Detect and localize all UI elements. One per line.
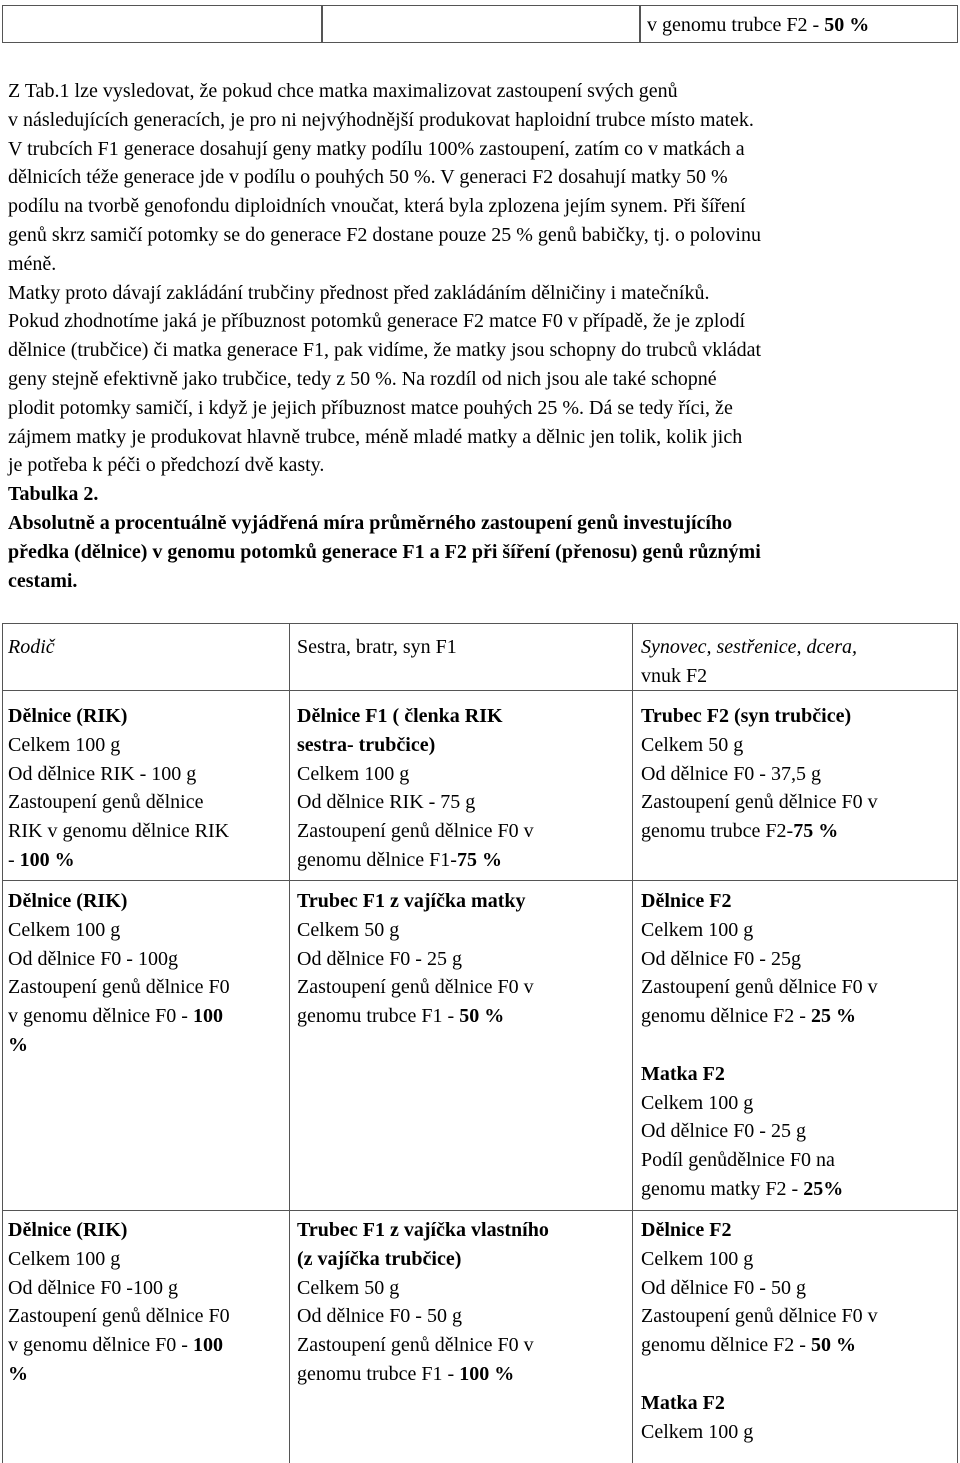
document-body [8, 77, 953, 595]
top-table-cell-2 [322, 5, 640, 43]
cell-percent: 100 [192, 1005, 223, 1028]
cell-line: Celkem 100 g [8, 918, 121, 941]
cell-line [8, 1002, 230, 1031]
paragraph-line: Pokud zhodnotíme jaká je příbuznost potomků generace F2 matce F0 v případě, že je zplodí [8, 310, 746, 333]
cell-text: genomu matky F2 - [641, 1177, 804, 1200]
row-divider [2, 880, 958, 881]
cell-line: Celkem 100 g [297, 762, 410, 785]
cell-row3-f2 [641, 1216, 878, 1446]
cell-percent: 75 % [793, 820, 839, 843]
cell-line: Zastoupení genů dělnice F0 v [641, 791, 878, 814]
cell-row1-parent [8, 702, 229, 875]
cell-line: Celkem 50 g [641, 733, 744, 756]
cell-line: Zastoupení genů dělnice F0 v [297, 1334, 534, 1357]
header-col-parent [8, 633, 55, 662]
cell-line: Celkem 50 g [297, 1276, 400, 1299]
paragraph-line: je potřeba k péči o předchozí dvě kasty. [8, 454, 325, 477]
cell-row2-f2 [641, 887, 878, 1204]
cell-line: Od dělnice F0 - 50 g [641, 1276, 806, 1299]
cell-line [8, 1331, 230, 1360]
cell-line [641, 1331, 878, 1360]
header-col-f1 [297, 633, 457, 662]
cell-percent: 50 % [459, 1005, 505, 1028]
table-label: Tabulka 2. [8, 483, 99, 506]
cell-line [641, 1175, 878, 1204]
top-table [0, 0, 960, 46]
cell-title: Trubec F1 z vajíčka matky [297, 890, 526, 912]
cell-line: Zastoupení genů dělnice F0 [8, 1305, 230, 1328]
cell-title: Dělnice F2 [641, 1219, 732, 1241]
top-table-cell-1 [2, 5, 322, 43]
top-cell-text: v genomu trubce F2 - [647, 14, 825, 36]
cell-line: Celkem 100 g [641, 1420, 754, 1443]
paragraph-line: v následujících generacích, je pro ni nejvýhodnější produkovat haploidní trubce místo matek. [8, 108, 754, 131]
table-caption-line: cestami. [8, 569, 78, 592]
cell-spacer [641, 1031, 878, 1060]
cell-line [297, 846, 534, 875]
cell-text: genomu trubce F1 - [297, 1362, 460, 1385]
cell-title: Dělnice F1 ( členka RIK [297, 705, 503, 727]
top-cell-value: 50 % [824, 14, 870, 36]
gene-share-table [0, 623, 960, 1456]
cell-text: v genomu dělnice F0 - [8, 1005, 193, 1028]
header-col-f2 [641, 633, 857, 691]
cell-title: Dělnice F2 [641, 890, 732, 912]
paragraph-line: Matky proto dávají zakládání trubčiny přednost před zakládáním dělničiny i matečníků. [8, 281, 710, 304]
cell-percent: 50 % [810, 1334, 856, 1357]
cell-percent: 100 [192, 1334, 223, 1357]
cell-line [641, 1002, 878, 1031]
cell-text: genomu dělnice F2 - [641, 1005, 811, 1028]
cell-text: genomu trubce F2- [641, 820, 794, 843]
cell-line: Zastoupení genů dělnice F0 [8, 976, 230, 999]
cell-title: Trubec F2 (syn trubčice) [641, 705, 852, 727]
cell-text: genomu dělnice F1- [297, 848, 457, 871]
column-divider [632, 623, 633, 1463]
paragraph-line: plodit potomky samičí, i když je jejich příbuznost matce pouhých 25 %. Dá se tedy říci, že [8, 396, 733, 419]
paragraph-line: Z Tab.1 lze vysledovat, že pokud chce matka maximalizovat zastoupení svých genů [8, 80, 678, 102]
cell-line: Celkem 100 g [8, 733, 121, 756]
cell-line: Podíl genůdělnice F0 na [641, 1149, 835, 1172]
cell-title: Dělnice (RIK) [8, 890, 128, 912]
cell-text: - [8, 848, 20, 871]
cell-percent: 100 % [459, 1362, 515, 1385]
cell-line [297, 1360, 549, 1389]
cell-line [297, 1002, 534, 1031]
cell-line: Od dělnice F0 - 37,5 g [641, 762, 821, 785]
cell-line: Celkem 100 g [641, 1247, 754, 1270]
cell-line [641, 817, 878, 846]
cell-percent: 75 % [456, 848, 502, 871]
cell-line: Od dělnice F0 - 50 g [297, 1305, 462, 1328]
cell-title: Trubec F1 z vajíčka vlastního [297, 1219, 549, 1241]
cell-title: Dělnice (RIK) [8, 1219, 128, 1241]
cell-line: Od dělnice F0 - 25 g [641, 1120, 806, 1143]
cell-title: Matka F2 [641, 1062, 725, 1085]
header-text: vnuk F2 [641, 664, 708, 687]
cell-text: v genomu dělnice F0 - [8, 1334, 193, 1357]
cell-line: Celkem 100 g [8, 1247, 121, 1270]
top-table-cell-3 [640, 5, 958, 43]
cell-row3-parent [8, 1216, 230, 1389]
paragraph-line: dělnice (trubčice) či matka generace F1, pak vidíme, že matky jsou schopny do trubců vkládat [8, 339, 762, 362]
cell-line: Zastoupení genů dělnice F0 v [641, 976, 878, 999]
paragraph-line: dělnicích téže generace jde v podílu o pouhých 50 %. V generaci F2 dosahují matky 50 % [8, 166, 728, 189]
cell-line: Od dělnice F0 - 25g [641, 947, 801, 970]
cell-line: Celkem 50 g [297, 918, 400, 941]
cell-row1-f1 [297, 702, 534, 875]
cell-line: Od dělnice RIK - 75 g [297, 791, 476, 814]
cell-row1-f2 [641, 702, 878, 846]
row-divider [2, 1210, 958, 1211]
paragraph-line: geny stejně efektivně jako trubčice, tedy z 50 %. Na rozdíl od nich jsou ale také schopné [8, 367, 717, 390]
paragraph-line: genů skrz samičí potomky se do generace F2 dostane pouze 25 % genů babičky, tj. o polovinu [8, 223, 761, 246]
cell-line: Celkem 100 g [641, 918, 754, 941]
table-caption-line: předka (dělnice) v genomu potomků generace F1 a F2 při šíření (přenosu) genů různými [8, 540, 761, 563]
cell-percent: 100 % [19, 848, 75, 871]
column-divider [289, 623, 290, 1463]
cell-line: Od dělnice F0 -100 g [8, 1276, 178, 1299]
cell-percent: 25% [803, 1177, 844, 1200]
cell-line: Zastoupení genů dělnice F0 v [297, 976, 534, 999]
cell-line: RIK v genomu dělnice RIK [8, 820, 230, 843]
cell-line: Zastoupení genů dělnice F0 v [297, 820, 534, 843]
cell-percent: % [8, 1033, 28, 1056]
paragraph-line: podílu na tvorbě genofondu diploidních vnoučat, která byla zplozena jejím synem. Při šíření [8, 195, 746, 218]
table-caption-line: Absolutně a procentuálně vyjádřená míra průměrného zastoupení genů investujícího [8, 511, 733, 534]
header-text: Rodič [8, 636, 55, 658]
cell-title: sestra- trubčice) [297, 733, 436, 756]
cell-title: (z vajíčka trubčice) [297, 1247, 462, 1270]
cell-row2-f1 [297, 887, 534, 1031]
cell-line: Od dělnice F0 - 100g [8, 947, 178, 970]
cell-spacer [641, 1360, 878, 1389]
cell-text: genomu trubce F1 - [297, 1005, 460, 1028]
cell-title: Dělnice (RIK) [8, 705, 128, 727]
paragraph-line: V trubcích F1 generace dosahují geny matky podílu 100% zastoupení, zatím co v matkách a [8, 137, 745, 160]
cell-percent: % [8, 1362, 28, 1385]
paragraph-line: méně. [8, 252, 57, 275]
paragraph-line: zájmem matky je produkovat hlavně trubce, méně mladé matky a dělnic jen tolik, kolik jich [8, 425, 743, 448]
header-text: Synovec, sestřenice, dcera, [641, 636, 858, 658]
cell-line: Od dělnice F0 - 25 g [297, 947, 462, 970]
cell-line: Od dělnice RIK - 100 g [8, 762, 197, 785]
cell-row3-f1 [297, 1216, 549, 1389]
header-text: Sestra, bratr, syn F1 [297, 636, 457, 658]
cell-line: Zastoupení genů dělnice [8, 791, 204, 814]
cell-line: Zastoupení genů dělnice F0 v [641, 1305, 878, 1328]
cell-title: Matka F2 [641, 1391, 725, 1414]
cell-row2-parent [8, 887, 230, 1060]
cell-line [8, 846, 229, 875]
cell-percent: 25 % [810, 1005, 856, 1028]
cell-text: genomu dělnice F2 - [641, 1334, 811, 1357]
cell-line: Celkem 100 g [641, 1091, 754, 1114]
